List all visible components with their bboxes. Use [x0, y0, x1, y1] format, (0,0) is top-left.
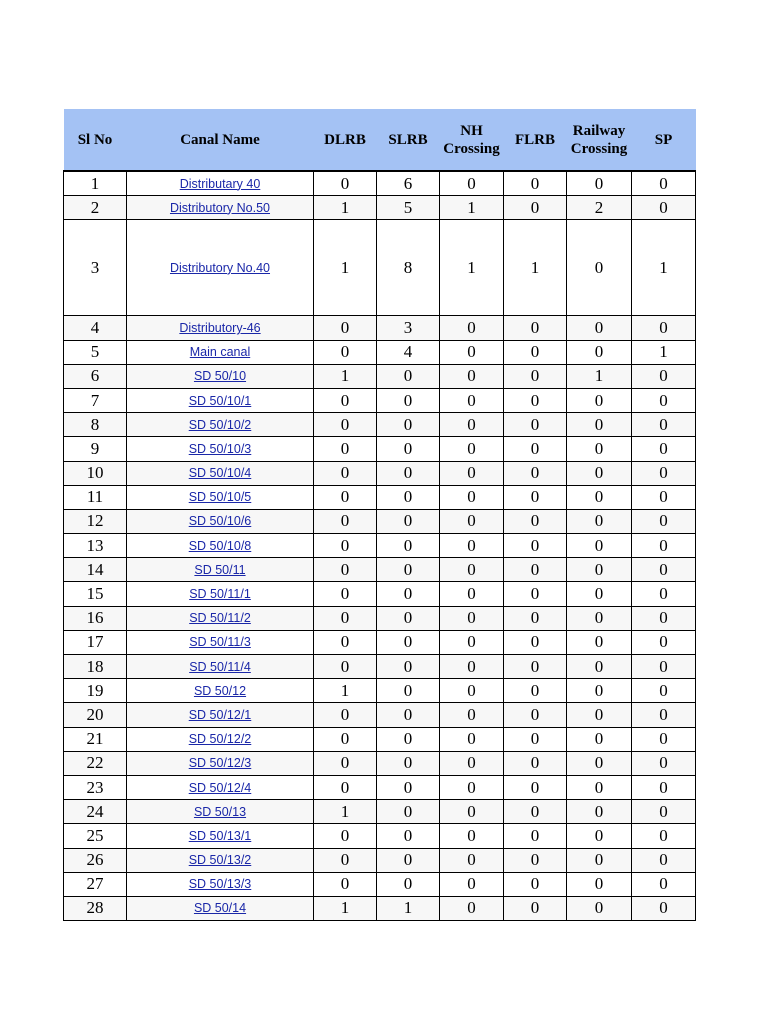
- sl-no-cell: 9: [64, 437, 127, 461]
- canal-name-link[interactable]: SD 50/10/4: [188, 466, 252, 481]
- canal-name-cell: [127, 316, 314, 340]
- nh-crossing-cell: 0: [440, 848, 504, 872]
- canal-name-cell: [127, 727, 314, 751]
- nh-crossing-cell: 0: [440, 727, 504, 751]
- flrb-cell: 0: [504, 896, 567, 920]
- railway-crossing-cell: 0: [567, 655, 632, 679]
- flrb-cell: 0: [504, 582, 567, 606]
- sl-no-cell: 22: [64, 751, 127, 775]
- flrb-cell: 1: [504, 220, 567, 316]
- slrb-cell: 0: [377, 703, 440, 727]
- sp-cell: 0: [632, 558, 696, 582]
- nh-crossing-cell: 0: [440, 509, 504, 533]
- sp-cell: 0: [632, 800, 696, 824]
- canal-name-link[interactable]: SD 50/12/3: [188, 756, 252, 771]
- canal-name-cell: [127, 364, 314, 388]
- table-row: [64, 872, 696, 896]
- table-row: [64, 655, 696, 679]
- canal-name-cell: [127, 461, 314, 485]
- dlrb-cell: 1: [314, 896, 377, 920]
- flrb-cell: 0: [504, 534, 567, 558]
- canal-crossings-table: [63, 109, 696, 921]
- table-row: [64, 848, 696, 872]
- canal-name-cell: [127, 340, 314, 364]
- canal-name-cell: [127, 630, 314, 654]
- table-row: [64, 509, 696, 533]
- dlrb-cell: 0: [314, 485, 377, 509]
- table-row: [64, 437, 696, 461]
- slrb-cell: 0: [377, 364, 440, 388]
- nh-crossing-cell: 0: [440, 872, 504, 896]
- sl-no-cell: 20: [64, 703, 127, 727]
- dlrb-cell: 1: [314, 220, 377, 316]
- railway-crossing-cell: 0: [567, 558, 632, 582]
- canal-name-link[interactable]: SD 50/10/1: [188, 393, 252, 408]
- canal-name-link[interactable]: SD 50/12/2: [188, 732, 252, 747]
- sp-cell: 0: [632, 630, 696, 654]
- nh-crossing-cell: 1: [440, 196, 504, 220]
- header-railway-crossing: [567, 109, 632, 171]
- flrb-cell: 0: [504, 340, 567, 364]
- canal-name-cell: [127, 800, 314, 824]
- flrb-cell: 0: [504, 655, 567, 679]
- railway-crossing-cell: 0: [567, 437, 632, 461]
- sp-cell: 1: [632, 340, 696, 364]
- railway-crossing-cell: 0: [567, 582, 632, 606]
- flrb-cell: 0: [504, 727, 567, 751]
- canal-name-link[interactable]: SD 50/13/3: [188, 877, 252, 892]
- flrb-cell: 0: [504, 388, 567, 412]
- canal-name-link[interactable]: SD 50/11/3: [189, 635, 251, 650]
- slrb-cell: 8: [377, 220, 440, 316]
- nh-crossing-cell: 0: [440, 437, 504, 461]
- sp-cell: 0: [632, 727, 696, 751]
- slrb-cell: 0: [377, 509, 440, 533]
- table-row: [64, 582, 696, 606]
- dlrb-cell: 1: [314, 679, 377, 703]
- table-header: [64, 109, 696, 171]
- sp-cell: 0: [632, 171, 696, 196]
- railway-crossing-cell: 0: [567, 703, 632, 727]
- canal-name-link[interactable]: Distributory No.50: [169, 200, 271, 215]
- railway-crossing-cell: 0: [567, 340, 632, 364]
- sl-no-cell: 24: [64, 800, 127, 824]
- railway-crossing-cell: 0: [567, 509, 632, 533]
- header-railway-line1: Railway: [572, 122, 626, 139]
- sl-no-cell: 4: [64, 316, 127, 340]
- canal-name-cell: [127, 848, 314, 872]
- flrb-cell: 0: [504, 558, 567, 582]
- sp-cell: 0: [632, 582, 696, 606]
- canal-name-link[interactable]: SD 50/12/4: [188, 780, 252, 795]
- table-row: [64, 340, 696, 364]
- sp-cell: 0: [632, 655, 696, 679]
- sp-cell: 0: [632, 848, 696, 872]
- slrb-cell: 0: [377, 413, 440, 437]
- nh-crossing-cell: 0: [440, 461, 504, 485]
- flrb-cell: 0: [504, 364, 567, 388]
- dlrb-cell: 0: [314, 606, 377, 630]
- header-nh-line2: Crossing: [443, 140, 500, 157]
- sl-no-cell: 8: [64, 413, 127, 437]
- sl-no-cell: 7: [64, 388, 127, 412]
- canal-name-link[interactable]: SD 50/12/1: [188, 707, 252, 722]
- sl-no-cell: 3: [64, 220, 127, 316]
- table-row: [64, 485, 696, 509]
- sl-no-cell: 23: [64, 775, 127, 799]
- header-slrb: SLRB: [377, 109, 440, 171]
- dlrb-cell: 1: [314, 364, 377, 388]
- slrb-cell: 1: [377, 896, 440, 920]
- dlrb-cell: 0: [314, 534, 377, 558]
- table-row: [64, 388, 696, 412]
- sl-no-cell: 6: [64, 364, 127, 388]
- slrb-cell: 0: [377, 775, 440, 799]
- canal-name-link[interactable]: Main canal: [189, 345, 251, 360]
- slrb-cell: 0: [377, 606, 440, 630]
- railway-crossing-cell: 0: [567, 872, 632, 896]
- sl-no-cell: 15: [64, 582, 127, 606]
- slrb-cell: 0: [377, 800, 440, 824]
- dlrb-cell: 0: [314, 388, 377, 412]
- table-row: [64, 461, 696, 485]
- nh-crossing-cell: 0: [440, 896, 504, 920]
- table-row: [64, 413, 696, 437]
- canal-name-cell: [127, 413, 314, 437]
- flrb-cell: 0: [504, 703, 567, 727]
- canal-name-link[interactable]: SD 50/13/1: [188, 828, 252, 843]
- table-row: [64, 751, 696, 775]
- railway-crossing-cell: 0: [567, 220, 632, 316]
- header-sl-no: Sl No: [64, 109, 127, 171]
- sp-cell: 0: [632, 872, 696, 896]
- header-railway-line2: Crossing: [570, 140, 628, 157]
- flrb-cell: 0: [504, 437, 567, 461]
- canal-name-link[interactable]: SD 50/10/6: [188, 514, 252, 529]
- sp-cell: 0: [632, 606, 696, 630]
- nh-crossing-cell: 0: [440, 485, 504, 509]
- canal-name-cell: [127, 196, 314, 220]
- canal-name-link[interactable]: SD 50/11/4: [189, 659, 251, 674]
- nh-crossing-cell: 0: [440, 340, 504, 364]
- flrb-cell: 0: [504, 171, 567, 196]
- sl-no-cell: 1: [64, 171, 127, 196]
- canal-name-link[interactable]: SD 50/12: [193, 683, 247, 698]
- railway-crossing-cell: 2: [567, 196, 632, 220]
- flrb-cell: 0: [504, 679, 567, 703]
- dlrb-cell: 0: [314, 775, 377, 799]
- flrb-cell: 0: [504, 316, 567, 340]
- dlrb-cell: 0: [314, 872, 377, 896]
- sl-no-cell: 12: [64, 509, 127, 533]
- canal-name-cell: [127, 679, 314, 703]
- slrb-cell: 0: [377, 582, 440, 606]
- nh-crossing-cell: 0: [440, 679, 504, 703]
- slrb-cell: 0: [377, 558, 440, 582]
- canal-name-link[interactable]: SD 50/13/2: [188, 853, 252, 868]
- canal-name-link[interactable]: Distributory-46: [179, 320, 261, 335]
- slrb-cell: 0: [377, 655, 440, 679]
- sl-no-cell: 21: [64, 727, 127, 751]
- slrb-cell: 0: [377, 461, 440, 485]
- canal-name-link[interactable]: SD 50/11: [194, 562, 246, 577]
- slrb-cell: 6: [377, 171, 440, 196]
- sp-cell: 0: [632, 824, 696, 848]
- flrb-cell: 0: [504, 824, 567, 848]
- dlrb-cell: 0: [314, 655, 377, 679]
- sp-cell: 0: [632, 461, 696, 485]
- dlrb-cell: 1: [314, 196, 377, 220]
- nh-crossing-cell: 0: [440, 558, 504, 582]
- canal-name-cell: [127, 896, 314, 920]
- railway-crossing-cell: 0: [567, 630, 632, 654]
- flrb-cell: 0: [504, 775, 567, 799]
- nh-crossing-cell: 0: [440, 388, 504, 412]
- canal-name-link[interactable]: Distributory No.40: [169, 260, 271, 275]
- canal-name-cell: [127, 388, 314, 412]
- table-row: [64, 727, 696, 751]
- nh-crossing-cell: 0: [440, 582, 504, 606]
- sl-no-cell: 2: [64, 196, 127, 220]
- sl-no-cell: 10: [64, 461, 127, 485]
- table-row: [64, 558, 696, 582]
- railway-crossing-cell: 0: [567, 171, 632, 196]
- table-row: [64, 703, 696, 727]
- dlrb-cell: 0: [314, 171, 377, 196]
- flrb-cell: 0: [504, 606, 567, 630]
- sp-cell: 0: [632, 388, 696, 412]
- table-row: [64, 364, 696, 388]
- table-body: [64, 171, 696, 921]
- flrb-cell: 0: [504, 461, 567, 485]
- railway-crossing-cell: 0: [567, 848, 632, 872]
- flrb-cell: 0: [504, 413, 567, 437]
- slrb-cell: 0: [377, 727, 440, 751]
- railway-crossing-cell: 1: [567, 364, 632, 388]
- dlrb-cell: 0: [314, 461, 377, 485]
- slrb-cell: 0: [377, 485, 440, 509]
- canal-name-link[interactable]: SD 50/11/1: [189, 587, 251, 602]
- sl-no-cell: 11: [64, 485, 127, 509]
- railway-crossing-cell: 0: [567, 316, 632, 340]
- canal-name-link[interactable]: SD 50/10/2: [188, 417, 252, 432]
- canal-name-link[interactable]: SD 50/10/3: [188, 441, 252, 456]
- sl-no-cell: 14: [64, 558, 127, 582]
- canal-name-cell: [127, 534, 314, 558]
- sp-cell: 0: [632, 364, 696, 388]
- flrb-cell: 0: [504, 751, 567, 775]
- railway-crossing-cell: 0: [567, 800, 632, 824]
- header-sp: SP: [632, 109, 696, 171]
- railway-crossing-cell: 0: [567, 534, 632, 558]
- canal-name-link[interactable]: SD 50/10/5: [188, 490, 252, 505]
- flrb-cell: 0: [504, 848, 567, 872]
- nh-crossing-cell: 0: [440, 364, 504, 388]
- canal-name-cell: [127, 582, 314, 606]
- canal-name-link[interactable]: Distributary 40: [179, 176, 261, 191]
- sp-cell: 0: [632, 485, 696, 509]
- canal-name-cell: [127, 437, 314, 461]
- dlrb-cell: 0: [314, 703, 377, 727]
- railway-crossing-cell: 0: [567, 896, 632, 920]
- table-row: [64, 775, 696, 799]
- canal-name-cell: [127, 171, 314, 196]
- canal-name-cell: [127, 509, 314, 533]
- sp-cell: 1: [632, 220, 696, 316]
- sl-no-cell: 5: [64, 340, 127, 364]
- table-row: [64, 824, 696, 848]
- canal-name-cell: [127, 703, 314, 727]
- canal-name-link[interactable]: SD 50/10: [193, 369, 247, 384]
- flrb-cell: 0: [504, 872, 567, 896]
- slrb-cell: 0: [377, 679, 440, 703]
- flrb-cell: 0: [504, 196, 567, 220]
- sl-no-cell: 19: [64, 679, 127, 703]
- nh-crossing-cell: 0: [440, 630, 504, 654]
- canal-name-link[interactable]: SD 50/11/2: [189, 611, 251, 626]
- table-row: [64, 679, 696, 703]
- slrb-cell: 5: [377, 196, 440, 220]
- table-row: [64, 220, 696, 316]
- railway-crossing-cell: 0: [567, 775, 632, 799]
- canal-name-cell: [127, 872, 314, 896]
- nh-crossing-cell: 0: [440, 413, 504, 437]
- table-row: [64, 196, 696, 220]
- canal-name-link[interactable]: SD 50/14: [193, 901, 247, 916]
- dlrb-cell: 0: [314, 437, 377, 461]
- table-row: [64, 896, 696, 920]
- sl-no-cell: 25: [64, 824, 127, 848]
- nh-crossing-cell: 0: [440, 751, 504, 775]
- canal-name-cell: [127, 485, 314, 509]
- sp-cell: 0: [632, 509, 696, 533]
- header-row: [64, 109, 696, 171]
- slrb-cell: 0: [377, 848, 440, 872]
- dlrb-cell: 1: [314, 800, 377, 824]
- sl-no-cell: 13: [64, 534, 127, 558]
- railway-crossing-cell: 0: [567, 413, 632, 437]
- slrb-cell: 0: [377, 534, 440, 558]
- nh-crossing-cell: 0: [440, 824, 504, 848]
- sp-cell: 0: [632, 775, 696, 799]
- table-row: [64, 316, 696, 340]
- sp-cell: 0: [632, 703, 696, 727]
- sp-cell: 0: [632, 679, 696, 703]
- sl-no-cell: 18: [64, 655, 127, 679]
- sp-cell: 0: [632, 534, 696, 558]
- header-canal-name: Canal Name: [127, 109, 314, 171]
- sp-cell: 0: [632, 437, 696, 461]
- railway-crossing-cell: 0: [567, 727, 632, 751]
- canal-name-cell: [127, 751, 314, 775]
- table-row: [64, 534, 696, 558]
- header-nh-crossing: [440, 109, 504, 171]
- railway-crossing-cell: 0: [567, 606, 632, 630]
- table-row: [64, 800, 696, 824]
- canal-name-cell: [127, 655, 314, 679]
- sp-cell: 0: [632, 896, 696, 920]
- railway-crossing-cell: 0: [567, 485, 632, 509]
- sp-cell: 0: [632, 413, 696, 437]
- sp-cell: 0: [632, 751, 696, 775]
- canal-name-link[interactable]: SD 50/10/8: [188, 538, 252, 553]
- railway-crossing-cell: 0: [567, 824, 632, 848]
- flrb-cell: 0: [504, 630, 567, 654]
- nh-crossing-cell: 1: [440, 220, 504, 316]
- header-dlrb: DLRB: [314, 109, 377, 171]
- nh-crossing-cell: 0: [440, 655, 504, 679]
- dlrb-cell: 0: [314, 848, 377, 872]
- nh-crossing-cell: 0: [440, 606, 504, 630]
- flrb-cell: 0: [504, 800, 567, 824]
- dlrb-cell: 0: [314, 509, 377, 533]
- nh-crossing-cell: 0: [440, 800, 504, 824]
- sl-no-cell: 26: [64, 848, 127, 872]
- table-row: [64, 606, 696, 630]
- sl-no-cell: 17: [64, 630, 127, 654]
- slrb-cell: 4: [377, 340, 440, 364]
- railway-crossing-cell: 0: [567, 751, 632, 775]
- flrb-cell: 0: [504, 509, 567, 533]
- header-nh-line1: NH: [460, 122, 483, 139]
- canal-name-cell: [127, 606, 314, 630]
- dlrb-cell: 0: [314, 751, 377, 775]
- dlrb-cell: 0: [314, 727, 377, 751]
- slrb-cell: 0: [377, 437, 440, 461]
- dlrb-cell: 0: [314, 630, 377, 654]
- sp-cell: 0: [632, 316, 696, 340]
- sl-no-cell: 28: [64, 896, 127, 920]
- dlrb-cell: 0: [314, 824, 377, 848]
- nh-crossing-cell: 0: [440, 775, 504, 799]
- dlrb-cell: 0: [314, 316, 377, 340]
- slrb-cell: 0: [377, 751, 440, 775]
- dlrb-cell: 0: [314, 558, 377, 582]
- nh-crossing-cell: 0: [440, 534, 504, 558]
- slrb-cell: 0: [377, 872, 440, 896]
- table-row: [64, 630, 696, 654]
- canal-name-cell: [127, 824, 314, 848]
- nh-crossing-cell: 0: [440, 171, 504, 196]
- sl-no-cell: 27: [64, 872, 127, 896]
- railway-crossing-cell: 0: [567, 679, 632, 703]
- canal-name-cell: [127, 220, 314, 316]
- slrb-cell: 3: [377, 316, 440, 340]
- nh-crossing-cell: 0: [440, 316, 504, 340]
- sl-no-cell: 16: [64, 606, 127, 630]
- table-row: [64, 171, 696, 196]
- flrb-cell: 0: [504, 485, 567, 509]
- header-flrb: FLRB: [504, 109, 567, 171]
- railway-crossing-cell: 0: [567, 388, 632, 412]
- slrb-cell: 0: [377, 388, 440, 412]
- canal-name-cell: [127, 775, 314, 799]
- slrb-cell: 0: [377, 824, 440, 848]
- dlrb-cell: 0: [314, 340, 377, 364]
- sp-cell: 0: [632, 196, 696, 220]
- slrb-cell: 0: [377, 630, 440, 654]
- dlrb-cell: 0: [314, 413, 377, 437]
- dlrb-cell: 0: [314, 582, 377, 606]
- railway-crossing-cell: 0: [567, 461, 632, 485]
- canal-name-cell: [127, 558, 314, 582]
- nh-crossing-cell: 0: [440, 703, 504, 727]
- canal-name-link[interactable]: SD 50/13: [193, 804, 247, 819]
